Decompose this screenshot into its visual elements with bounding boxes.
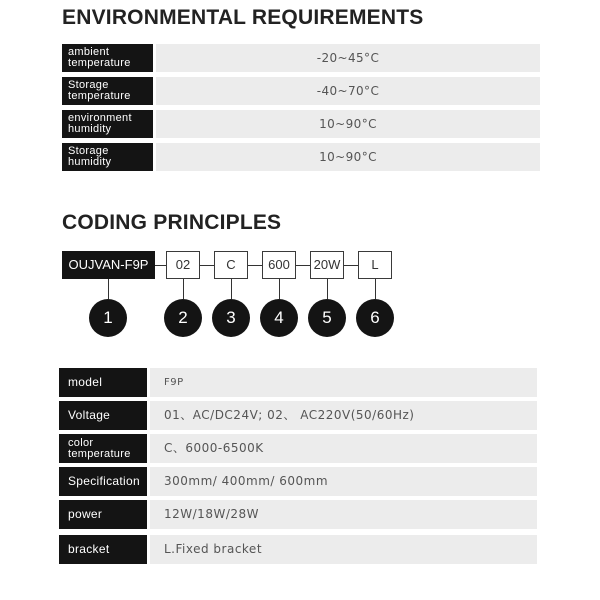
spec-label: Specification [59, 467, 147, 496]
code-number-badge: 6 [356, 299, 394, 337]
spec-value: 12W/18W/28W [150, 500, 537, 529]
code-number-badge: 2 [164, 299, 202, 337]
code-stem [279, 279, 280, 299]
code-segment-power: 20W [310, 251, 344, 279]
env-value: -20~45°C [156, 44, 540, 72]
code-segment-bracket: L [358, 251, 392, 279]
code-number-badge: 1 [89, 299, 127, 337]
code-stem [327, 279, 328, 299]
spec-label: color temperature [59, 434, 147, 463]
code-connector [296, 265, 310, 266]
code-stem [183, 279, 184, 299]
code-stem [108, 279, 109, 299]
spec-label: Voltage [59, 401, 147, 430]
env-label: Storage temperature [62, 77, 153, 105]
code-number-badge: 5 [308, 299, 346, 337]
env-value: 10~90°C [156, 110, 540, 138]
spec-row-power [59, 500, 537, 529]
spec-row-specification [59, 467, 537, 496]
env-label: Storage humidity [62, 143, 153, 171]
spec-label: bracket [59, 535, 147, 564]
code-segment-model: OUJVAN-F9P [62, 251, 155, 279]
code-connector [248, 265, 262, 266]
code-stem [231, 279, 232, 299]
env-row-storage-humidity [62, 143, 540, 171]
code-segment-specification: 600 [262, 251, 296, 279]
environmental-requirements-title: ENVIRONMENTAL REQUIREMENTS [62, 6, 424, 29]
env-value: -40~70°C [156, 77, 540, 105]
code-connector [344, 265, 358, 266]
spec-value: C、6000-6500K [150, 434, 537, 463]
spec-row-voltage [59, 401, 537, 430]
coding-principles-title: CODING PRINCIPLES [62, 211, 282, 234]
env-value: 10~90°C [156, 143, 540, 171]
env-row-ambient-temperature [62, 44, 540, 72]
code-segment-voltage: 02 [166, 251, 200, 279]
env-label: ambient temperature [62, 44, 153, 72]
spec-value: L.Fixed bracket [150, 535, 537, 564]
env-row-storage-temperature [62, 77, 540, 105]
spec-row-bracket [59, 535, 537, 564]
spec-label: model [59, 368, 147, 397]
spec-label: power [59, 500, 147, 529]
code-connector [155, 265, 166, 266]
spec-value: 300mm/ 400mm/ 600mm [150, 467, 537, 496]
spec-row-color-temperature [59, 434, 537, 463]
spec-row-model [59, 368, 537, 397]
code-number-badge: 4 [260, 299, 298, 337]
code-number-badge: 3 [212, 299, 250, 337]
code-connector [200, 265, 214, 266]
env-label: environment humidity [62, 110, 153, 138]
code-segment-color-temperature: C [214, 251, 248, 279]
spec-value: 01、AC/DC24V; 02、 AC220V(50/60Hz) [150, 401, 537, 430]
env-row-environment-humidity [62, 110, 540, 138]
code-stem [375, 279, 376, 299]
spec-value: F9P [150, 368, 537, 397]
